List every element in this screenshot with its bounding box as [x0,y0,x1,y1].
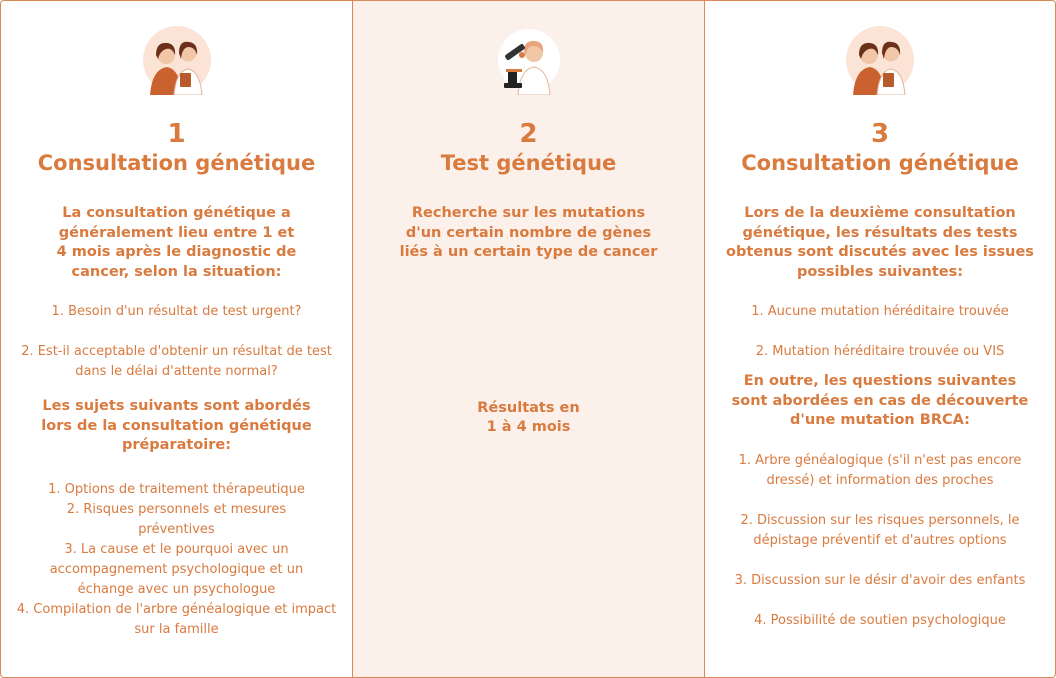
list-item: 2. Est-il acceptable d'obtenir un résultat de test dans le délai d'attente normal? [21,344,332,379]
list-item: 1. Arbre généalogique (s'il n'est pas encore dressé) et information des proches [738,452,1022,488]
microscope-icon [494,25,564,95]
list-item: 2. Discussion sur les risques personnels, le dépistage préventif et d'autres options [740,512,1020,548]
list-item: 4. Compilation de l'arbre généalogique et impact sur la famille [16,601,337,637]
step-number: 1 [167,119,186,149]
step-title: Test génétique [440,151,617,175]
consultation-icon [142,25,212,95]
step-title: Consultation génétique [37,151,316,175]
step-1-column [0,0,353,678]
step-number: 3 [870,119,890,149]
step-number: 2 [519,119,538,149]
step-2-column [353,0,705,678]
list-item: 2. Risques personnels et mesures préventives [66,501,287,537]
step-title: Consultation génétique [741,151,1019,175]
step-intro: La consultation génétique a généralement lieu entre 1 et 4 mois après le diagnostic de cancer, selon la situation: [56,205,297,280]
step-description: Recherche sur les mutations d'un certain nombre de gènes liés à un certain type de cancer [399,205,658,260]
results-text: Résultats en 1 à 4 mois [477,399,580,435]
topics-heading: Les sujets suivants sont abordés lors de la consultation génétique préparatoire: [41,398,312,453]
consultation-icon [845,25,915,95]
list-item: 1. Aucune mutation héréditaire trouvée [751,304,1009,319]
step-intro: Lors de la deuxième consultation génétique, les résultats des tests obtenus sont discutés avec les issues possibles suivantes: [726,205,1034,280]
brca-heading: En outre, les questions suivantes sont abordées en cas de découverte d'une mutation BRCA: [731,373,1029,428]
list-item: 4. Possibilité de soutien psychologique [754,612,1006,628]
list-item: 1. Besoin d'un résultat de test urgent? [51,304,302,319]
list-item: 2. Mutation héréditaire trouvée ou VIS [755,344,1005,359]
list-item: 3. Discussion sur le désir d'avoir des enfants [734,572,1026,588]
list-item: 1. Options de traitement thérapeutique [48,481,305,497]
list-item: 3. La cause et le pourquoi avec un accompagnement psychologique et un échange avec un psychologue [49,541,304,597]
step-3-column [705,0,1056,678]
